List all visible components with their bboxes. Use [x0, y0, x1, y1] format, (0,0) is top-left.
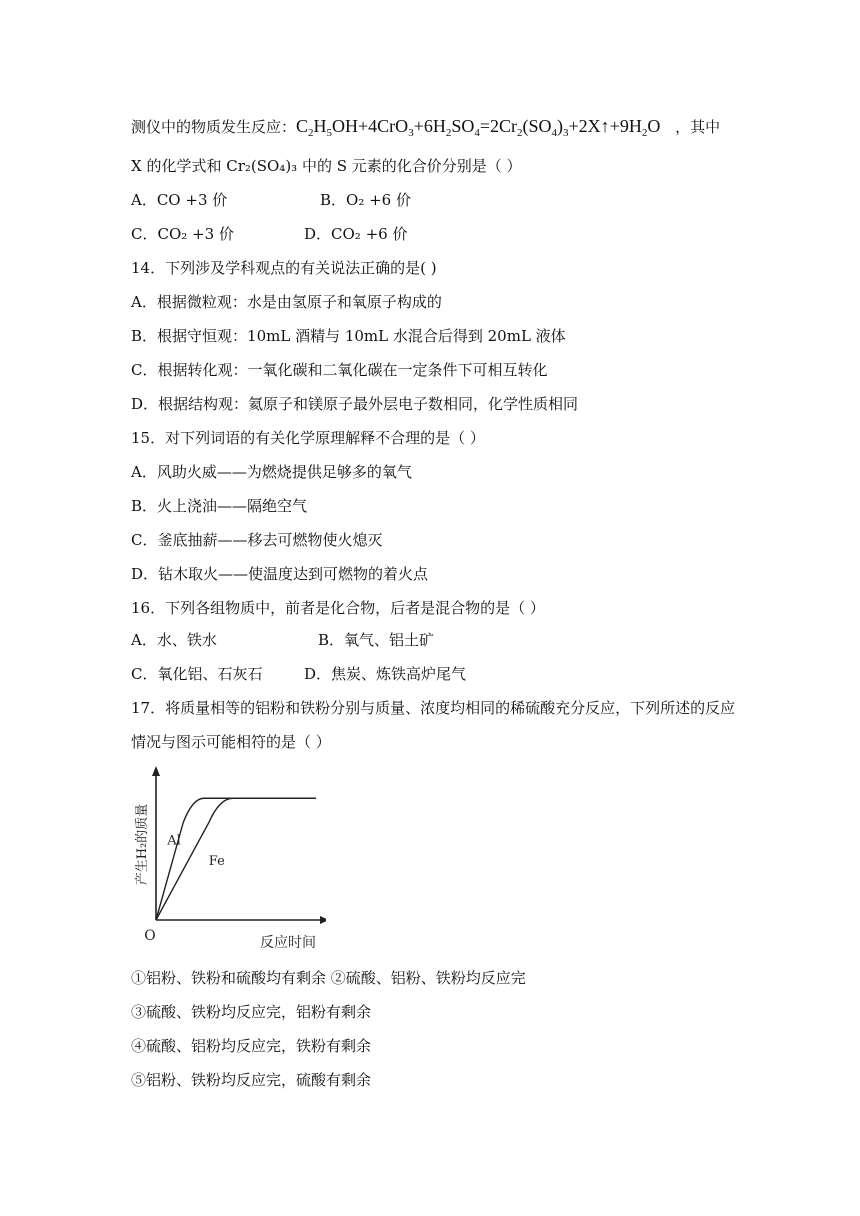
y-axis-arrow: [152, 766, 160, 776]
q13-option-d: D．CO₂ +6 价: [304, 225, 408, 243]
series-line-al: [156, 798, 316, 920]
q17-statement-3: ③硫酸、铁粉均反应完，铝粉有剩余: [131, 1003, 372, 1021]
x-axis-label: 反应时间: [260, 935, 316, 951]
q17-statement-1-2: ①铝粉、铁粉和硫酸均有剩余 ②硫酸、铝粉、铁粉均反应完: [131, 969, 526, 987]
x-axis-arrow: [320, 916, 326, 924]
q15-option-b: B．火上浇油——隔绝空气: [131, 497, 308, 515]
series-label-fe: Fe: [208, 854, 225, 870]
series-line-fe: [156, 798, 316, 920]
q13-suffix: ，其中: [675, 118, 721, 136]
q14-option-d: D．根据结构观：氦原子和镁原子最外层电子数相同，化学性质相同: [131, 395, 579, 413]
q14-option-c: C．根据转化观：一氧化碳和二氧化碳在一定条件下可相互转化: [131, 361, 548, 379]
q17-stem-line1: 17．将质量相等的铝粉和铁粉分别与质量、浓度均相同的稀硫酸充分反应，下列所述的反应: [131, 699, 736, 717]
q13-option-b: B．O₂ +6 价: [320, 191, 411, 209]
q16-option-d: D．焦炭、炼铁高炉尾气: [304, 665, 467, 683]
q17-statement-5: ⑤铝粉、铁粉均反应完，硫酸有剩余: [131, 1071, 372, 1089]
y-axis-label: 产生H₂的质量: [135, 803, 150, 886]
q16-option-c: C．氧化铝、石灰石: [131, 665, 263, 683]
q14-stem: 14．下列涉及学科观点的有关说法正确的是( ): [131, 259, 437, 277]
q15-option-c: C．釜底抽薪——移去可燃物使火熄灭: [131, 531, 383, 549]
q15-stem: 15．对下列词语的有关化学原理解释不合理的是（ ）: [131, 429, 485, 447]
q16-option-a: A．水、铁水: [131, 631, 217, 649]
q14-option-b: B．根据守恒观：10mL 酒精与 10mL 水混合后得到 20mL 液体: [131, 327, 566, 345]
q17-stem-line2: 情况与图示可能相符的是（ ）: [131, 733, 331, 751]
q15-option-d: D．钻木取火——使温度达到可燃物的着火点: [131, 565, 429, 583]
q13-option-a: A．CO +3 价: [131, 191, 228, 209]
q16-stem: 16．下列各组物质中，前者是化合物，后者是混合物的是（ ）: [131, 599, 545, 617]
chart-labels: [134, 804, 316, 951]
q17-chart: [131, 760, 326, 955]
q17-statement-4: ④硫酸、铝粉均反应完，铁粉有剩余: [131, 1037, 372, 1055]
q15-option-a: A．风助火威——为燃烧提供足够多的氧气: [131, 463, 412, 481]
q13-stem-line2: X 的化学式和 Cr₂(SO₄)₃ 中的 S 元素的化合价分别是（ ）: [131, 157, 522, 175]
series-label-al: Al: [167, 833, 181, 849]
q13-equation: $C_2H_5OH+4CrO_3+6H_2SO_4=2Cr_2(SO_4)_3+2X↑+9H_2O$: [296, 116, 661, 139]
chart-series-group: [156, 798, 316, 920]
q13-option-c: C．CO₂ +3 价: [131, 225, 234, 243]
q13-stem-line1: [131, 116, 720, 143]
q16-option-b: B．氧气、铝土矿: [318, 631, 435, 649]
q14-option-a: A．根据微粒观：水是由氢原子和氧原子构成的: [131, 293, 442, 311]
origin-label: O: [144, 928, 156, 944]
q13-prefix: 测仪中的物质发生反应：: [131, 118, 297, 136]
